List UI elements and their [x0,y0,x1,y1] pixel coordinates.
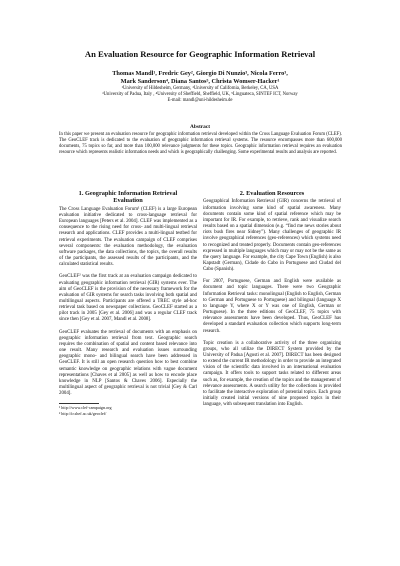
affiliations [0,86,400,104]
paper-title: An Evaluation Resource for Geographic Information Retrieval [84,49,316,59]
section-1-heading-line-2: Evaluation [113,197,143,205]
affiliation-line-2: ³University of Padua, Italy , ⁴University of Sheffield, Sheffield, UK, ⁵Linguateca, SINTEF ICT, Norway [102,92,298,98]
section-2-paragraph-1: Geographical Information Retrieval (GIR) concerns the retrieval of information involving some kind of spatial awareness. Many documents contain some kind of spatial reference which may be important for IR. For example, to retrieve, rank and visualize search results based on a spatial dimension (e.g. “find me news stories about riots bush fires near Sidney”). Many challenges of geographic IR involve geographical references (geo-references) which systems need to recognized and treated properly. Documents contain geo-references expressed in multiple languages which may or may not be the same as the query language. For example, the city Cape Town (English) is also Kapstadt (German), Cidade do Cabo in Portuguese and Ciudad del Cabo (Spanish). [203,199,341,273]
section-2-paragraph-2: For 2007, Portuguese, German and English were available as document and topic languages. There were two Geographic Information Retrieval tasks: monolingual (English to English, German to German and Portuguese to Portuguese) and bilingual (language X to language Y, where X or Y was one of English, German or Portuguese). In the three editions of GeoCLEF, 75 topics with relevance assessments have been developed. Thus, GeoCLEF has developed a standard evaluation collection which supports long-term research. [203,279,342,334]
section-1-paragraph-1: The Cross Language Evaluation Forum¹ (CLEF) is a large European evaluation initiative dedicated to cross-language retrieval for European languages [Peters et al. 2004]. CLEF was implemented as a consequence to the rising need for cross- and multi-lingual retrieval research and applications. CLEF provides a multi-lingual testbed for retrieval experiments. The evaluation campaign of CLEF comprises several components: the evaluation methodology, the evaluation software packages, the data collections, the topics, the overall results of the participants, the assessed results of the participants, and the calculated statistical results. [59,206,197,268]
abstract-text: In this paper we present an evaluation resource for geographic information retrieval developed within the Cross Language Evaluation Forum (CLEF). The GeoCLEF track is dedicated to the evaluation of geographic information retrieval systems. The resource encompasses more than 600,000 documents, 75 topics so far, and more than 100,000 relevance judgments for these topics. Geographic information retrieval requires an evaluation resource which represents realistic information needs and which is geographically challenging. Some experimental results and analysis are reported. [59,132,342,156]
author-list [0,70,400,86]
authors-line-2: Mark Sanderson⁴, Diana Santos⁵, Christa Womser-Hacker¹ [120,78,280,85]
footnote-divider [59,403,99,404]
section-1-heading-line-1: 1. Geographic Information Retrieval [78,190,178,197]
right-column [203,190,341,414]
contact-email: E-mail: mandl@uni-hildesheim.de [167,98,233,104]
section-1-heading [59,190,197,205]
footnote-2: ² http://ir.shef.ac.uk/geoclef/ [59,410,107,416]
section-1-paragraph-3: GeoCLEF evaluates the retrieval of documents with an emphasis on geographic information retrieval from text. Geographic search requires the combination of spatial and content based relevance into one result. Many research and evaluation issues surrounding geographic mono- and bilingual search have been addressed in GeoCLEF. It is still an open research question how to best combine semantic knowledge on geographic relations with vague document representations [Chaves et al 2005] as well as how to encode place knowledge in NLP [Santos & Chaves 2006]. Especially the multilingual aspect of geographic retrieval is not trivial [Gey & Carl 2004]. [59,329,197,397]
affiliation-line-1: ¹University of Hildesheim, Germany, ²University of California, Berkeley, CA, USA [121,86,279,91]
left-column [59,190,197,416]
authors-line-1: Thomas Mandl¹, Fredric Gey², Giorgio Di Nunzio³, Nicola Ferro³, [112,70,288,77]
section-2-paragraph-3: Topic creation is a collaborative activity of the three organizing groups, who all utilize the DIRECT System provided by the University of Padua [Agosti et al. 2007]. DIRECT has been designed to extend the current IR methodology in order to provide an integrated vision of the scientific data involved in an international evaluation campaign. It offers tools to support tasks related to different areas such as, for example, the creation of the topics and the management of relevance assessments. A search utility for the collections is provided to facilitate the interactive exploration of potential topics. Each group initially created initial versions of nine proposed topics in their language, with subsequent translation into English. [203,340,341,408]
section-2-heading: 2. Evaluation Resources [239,190,305,197]
footnote-1: ¹ http://www.clef-campaign.org [59,405,112,411]
abstract-heading: Abstract [189,124,211,130]
section-1-paragraph-2: GeoCLEF² was the first track at an evaluation campaign dedicated to evaluating geographic information retrieval (GIR) systems ever. The aim of GeoCLEF is the provision of the necessary framework for the evaluation of GIR systems for search tasks involving both spatial and multilingual aspects. Participants are offered a TREC style ad-hoc retrieval task based on newspaper collections. GeoCLEF started as a pilot track in 2005 [Gey et al. 2006] and was a regular CLEF track since then [Gey et al. 2007, Mandl et al. 2008]. [59,274,197,323]
